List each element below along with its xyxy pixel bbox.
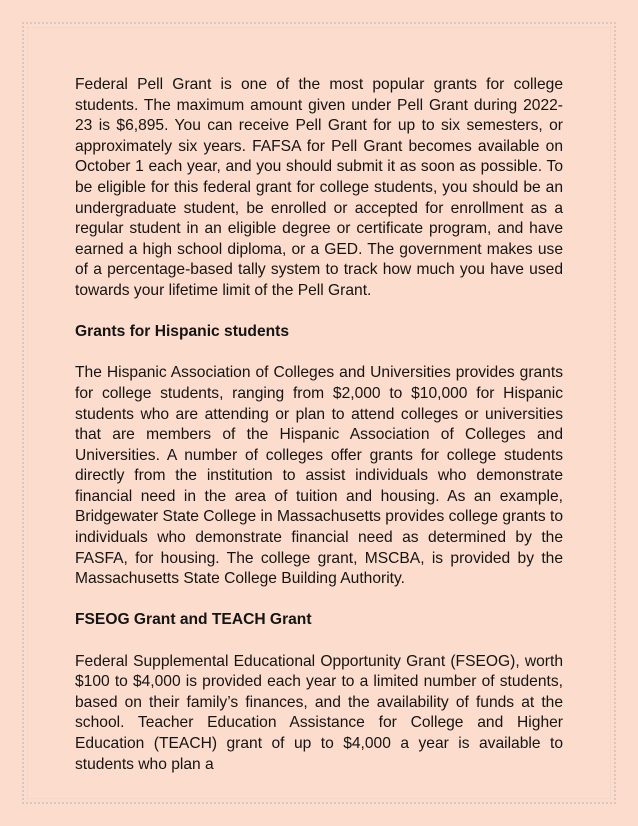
heading-hispanic-grants: Grants for Hispanic students [75, 323, 290, 341]
document-body [75, 75, 563, 775]
heading-fseog-teach: FSEOG Grant and TEACH Grant [75, 611, 312, 629]
spacer [75, 302, 563, 323]
paragraph-pell-grant: Federal Pell Grant is one of the most popular grants for college students. The maximum amount given under Pell Grant during 2022-23 is $6,895. You can receive Pell Grant for up to six semesters, or approximately six years. FAFSA for Pell Grant becomes available on October 1 each year, and you should submit it as soon as possible. To be eligible for this federal grant for college students, you should be an undergraduate student, be enrolled or accepted for enrollment as a regular student in an eligible degree or certificate program, and have earned a high school diploma, or a GED. The government makes use of a percentage-based tally system to track how much you have used towards your lifetime limit of the Pell Grant. [75, 76, 563, 299]
spacer [75, 631, 563, 652]
spacer [75, 343, 563, 364]
paragraph-fseog-teach: Federal Supplemental Educational Opportunity Grant (FSEOG), worth $100 to $4,000 is provided each year to a limited number of students, based on their family’s finances, and the availability of funds at the school. Teacher Education Assistance for College and Higher Education (TEACH) grant of up to $4,000 a year is available to students who plan a [75, 652, 563, 773]
paragraph-hispanic-grants: The Hispanic Association of Colleges and Universities provides grants for college students, ranging from $2,000 to $10,000 for Hispanic students who are attending or plan to attend colleges or universities that are members of the Hispanic Association of Colleges and Universities. A number of colleges offer grants for college students directly from the institution to assist individuals who demonstrate financial need in the area of tuition and housing. As an example, Bridgewater State College in Massachusetts provides college grants to individuals who demonstrate financial need as determined by the FASFA, for housing. The college grant, MSCBA, is provided by the Massachusetts State College Building Authority. [75, 364, 563, 588]
spacer [75, 590, 563, 611]
